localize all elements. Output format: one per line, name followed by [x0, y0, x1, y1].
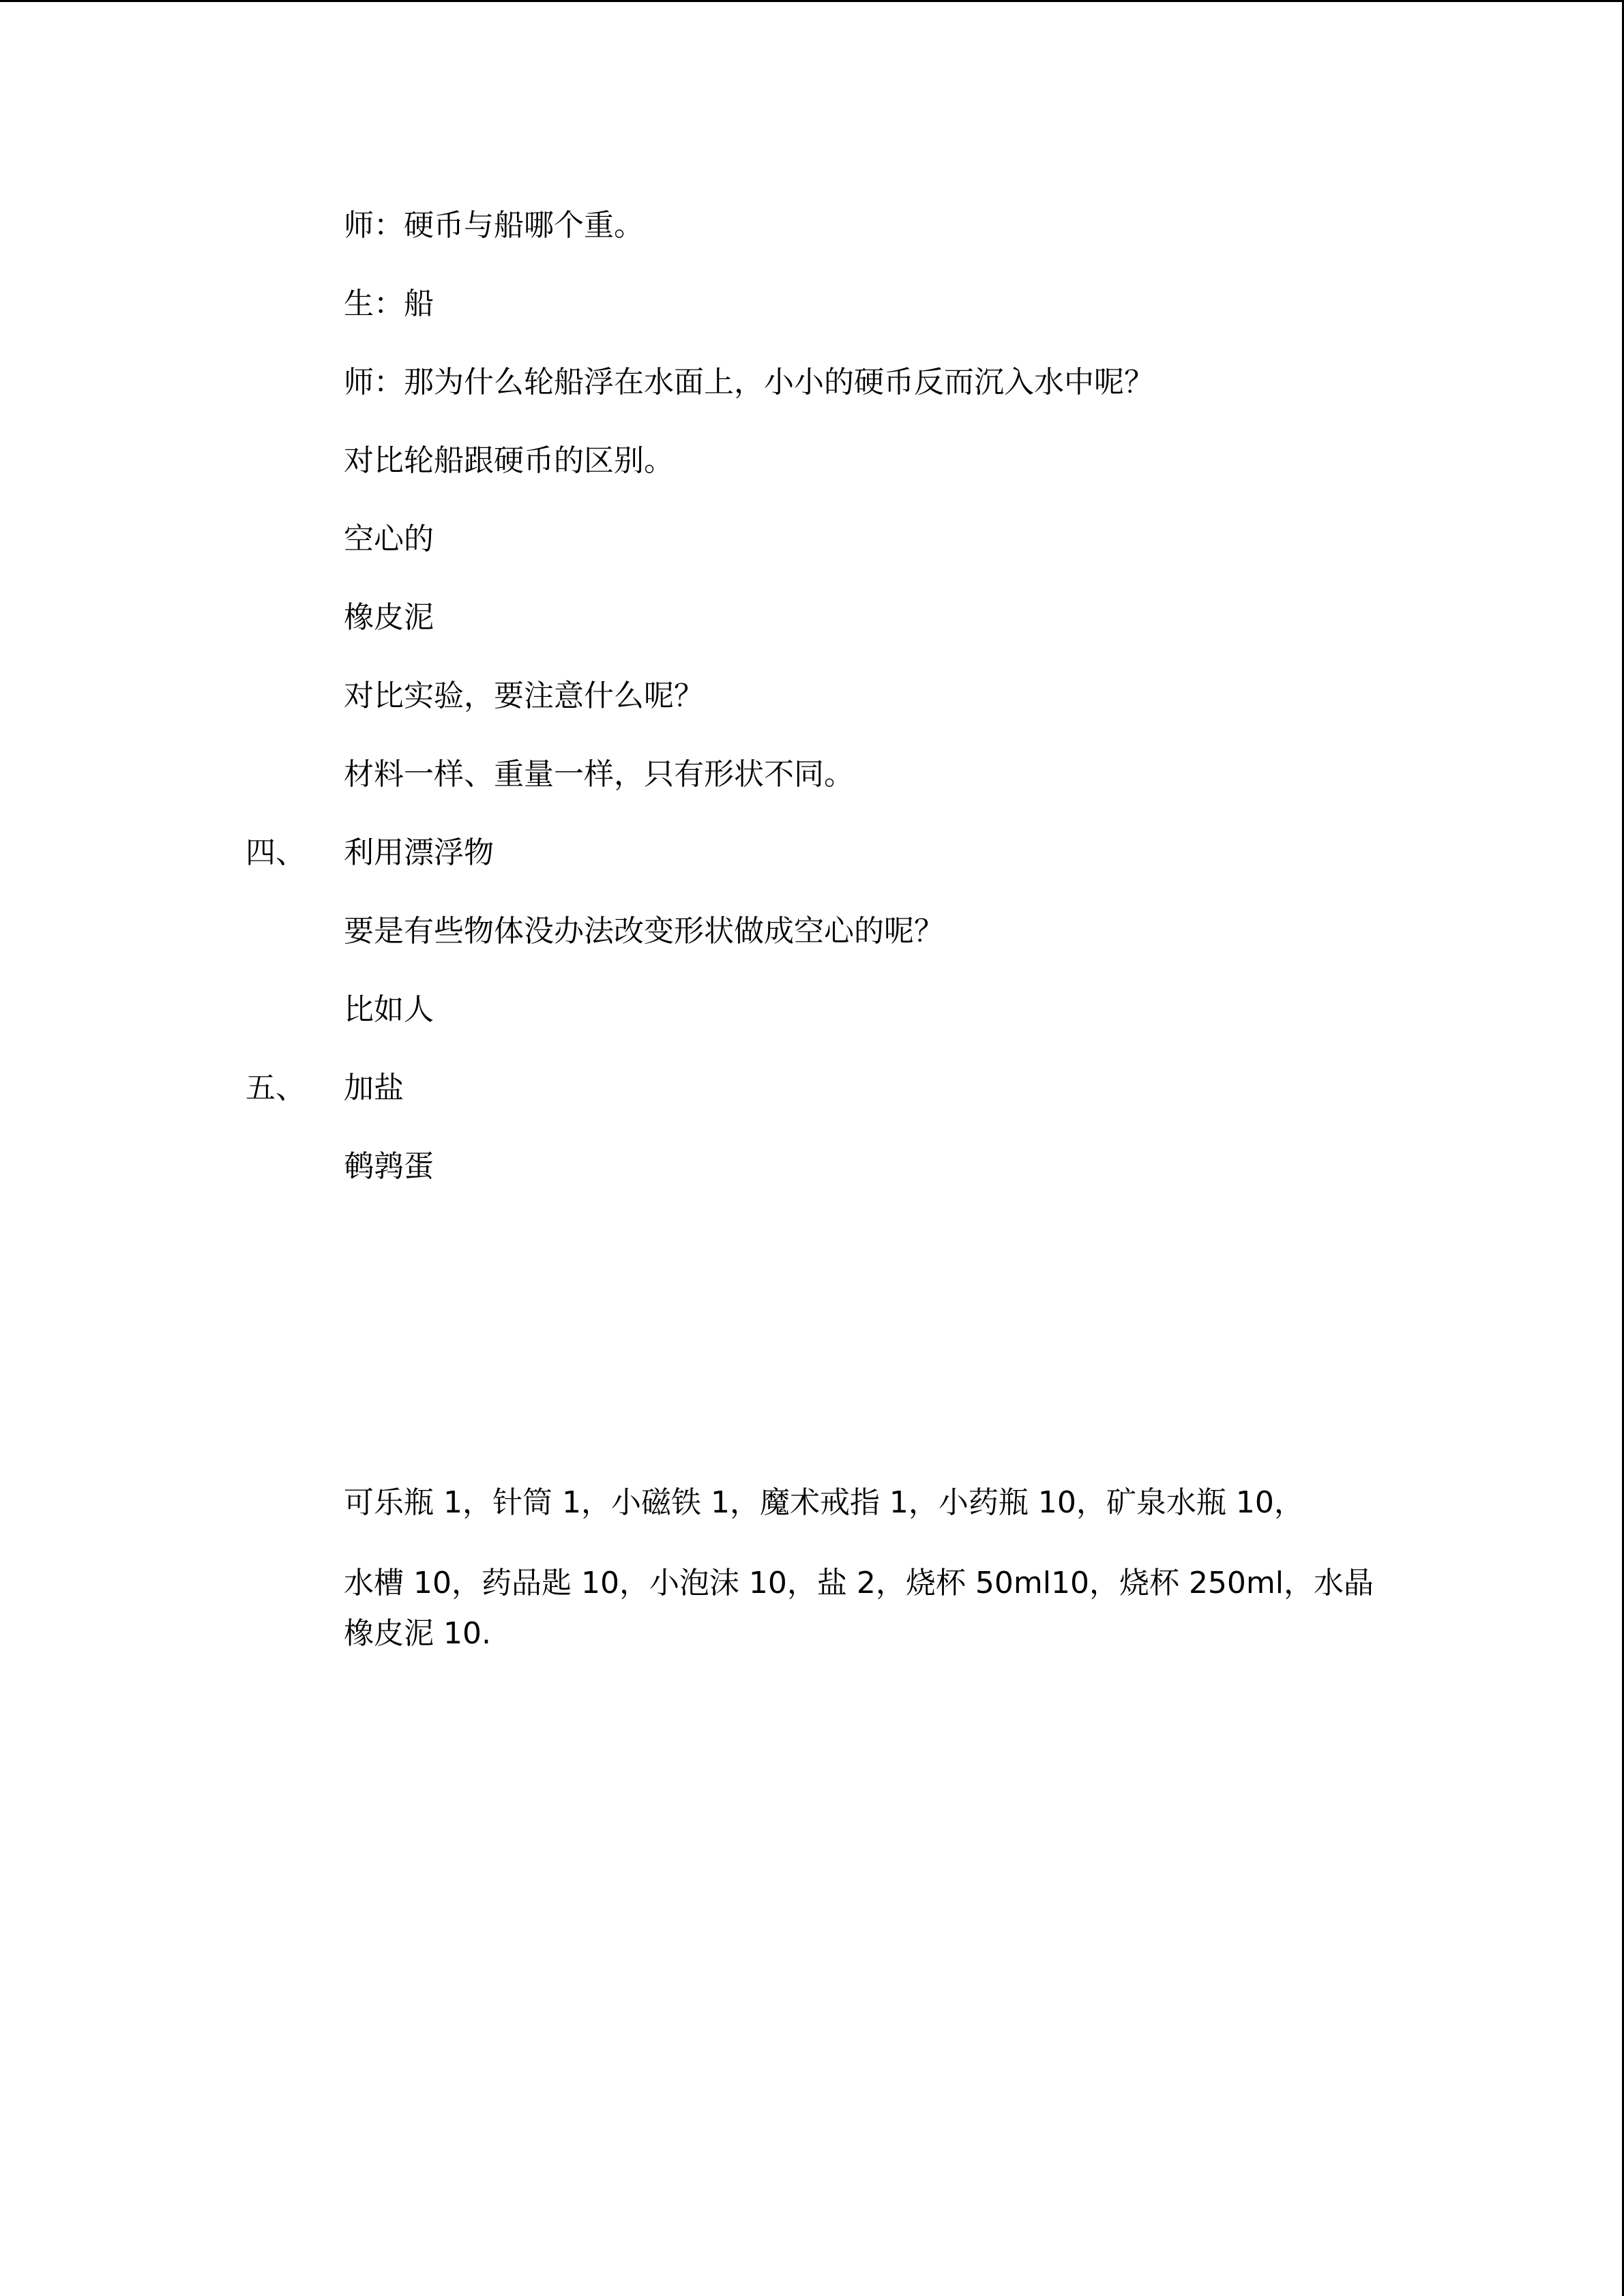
text-line-hollow: 空心的	[344, 522, 434, 556]
section-5-line-egg: 鹌鹑蛋	[344, 1149, 434, 1184]
section-5-title: 加盐	[344, 1071, 404, 1105]
section-4-number: 四、	[246, 835, 306, 870]
section-4-line-example: 比如人	[344, 992, 434, 1027]
materials-line-1: 可乐瓶 1，针筒 1，小磁铁 1，魔术戒指 1，小药瓶 10，矿泉水瓶 10，	[344, 1485, 1304, 1520]
section-5-number: 五、	[246, 1071, 306, 1105]
materials-line-2: 水槽 10，药品匙 10，小泡沫 10，盐 2，烧杯 50ml10，烧杯 250ml，水晶橡皮泥 10.	[344, 1566, 1374, 1651]
dialogue-line-student-answer: 生：船	[344, 286, 434, 321]
dialogue-line-teacher-why: 师：那为什么轮船浮在水面上，小小的硬币反而沉入水中呢？	[344, 365, 1154, 400]
dialogue-line-teacher-question: 师：硬币与船哪个重。	[344, 208, 644, 243]
text-line-compare: 对比轮船跟硬币的区别。	[344, 443, 674, 478]
section-4-line-question: 要是有些物体没办法改变形状做成空心的呢？	[344, 914, 944, 949]
text-line-plasticine: 橡皮泥	[344, 600, 434, 635]
page-top-border	[0, 0, 1624, 2]
text-line-experiment-rule: 材料一样、重量一样，只有形状不同。	[344, 757, 854, 792]
section-4-title: 利用漂浮物	[344, 835, 494, 870]
text-line-experiment-question: 对比实验，要注意什么呢？	[344, 679, 704, 713]
